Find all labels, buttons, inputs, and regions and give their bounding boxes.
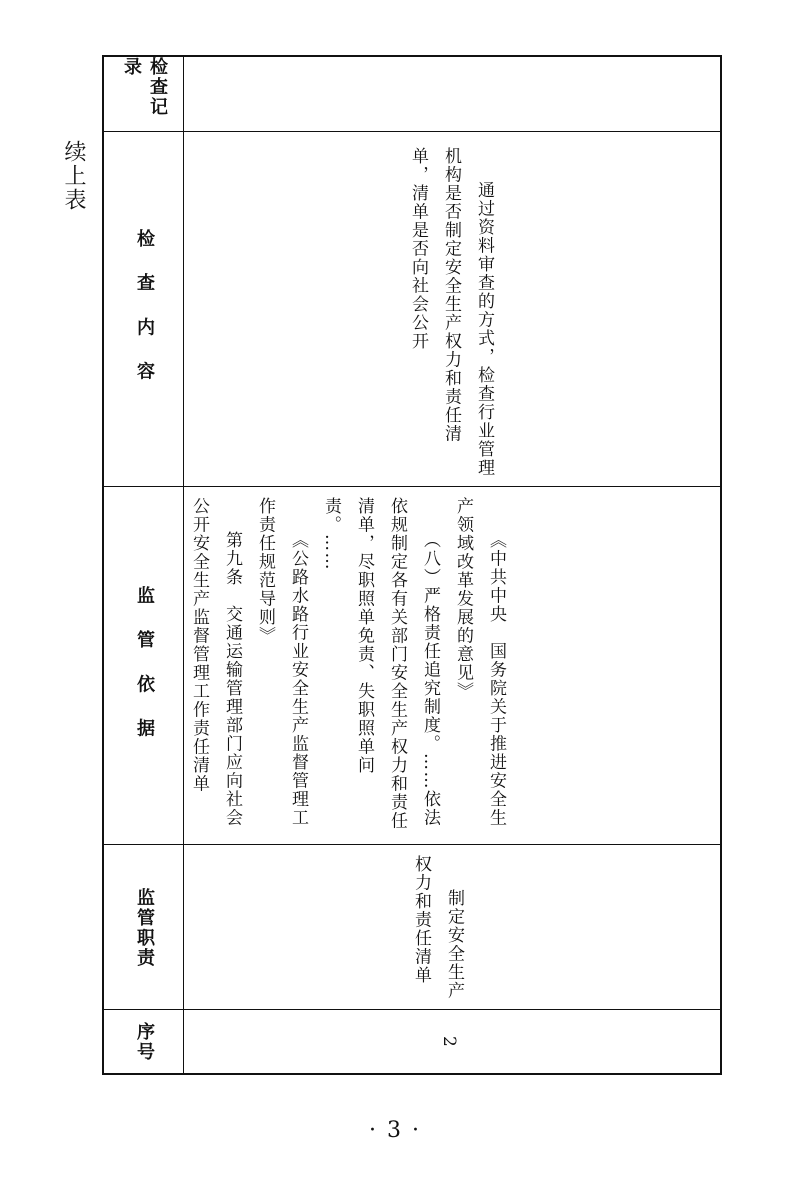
- cell-seq: 2: [439, 1036, 459, 1047]
- basis-paragraph: （八）严格责任追究制度。……依法依规制定各有关部门安全生产权力和责任清单，尽职照单免责、失职照单问责。……: [321, 497, 440, 830]
- header-seq: 序号: [134, 1021, 155, 1062]
- table-body-row: [184, 57, 722, 1073]
- header-duty: 监管职责: [134, 887, 155, 968]
- page-number: · 3 ·: [369, 1118, 421, 1143]
- basis-paragraph: 《中共中央 国务院关于推进安全生产领域改革发展的意见》: [453, 497, 506, 827]
- cell-record: [184, 57, 722, 132]
- table-header-row: [104, 57, 184, 1073]
- header-record: 检查记录: [121, 57, 168, 117]
- basis-paragraph: 《公路水路行业安全生产监督管理工作责任规范导则》: [255, 497, 308, 827]
- cell-basis: [182, 497, 512, 837]
- header-basis: 监 管 依 据: [134, 585, 155, 747]
- table-caption: 续上表: [61, 140, 86, 212]
- inspection-table: [102, 55, 722, 1075]
- basis-paragraph: 第九条 交通运输管理部门应向社会公开安全生产监督管理工作责任清单: [189, 497, 242, 827]
- header-content: 检 查 内 容: [134, 229, 155, 390]
- cell-content: 通过资料审查的方式，检查行业管理机构是否制定安全生产权力和责任清单，清单是否向社会公开: [408, 147, 494, 477]
- cell-duty: 制定安全生产权力和责任清单: [411, 855, 464, 1000]
